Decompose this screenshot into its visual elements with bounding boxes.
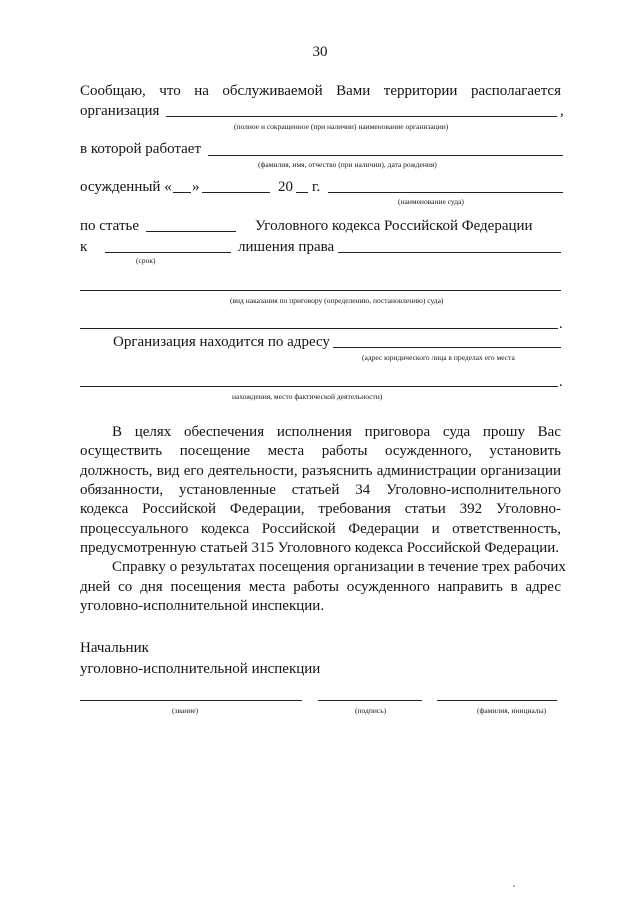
convicted-quote: » (192, 179, 200, 195)
address-field-2[interactable] (80, 386, 558, 387)
court-caption: (наименование суда) (398, 197, 464, 206)
body-p2-line-2: дней со дня посещения места работы осужденного направить в адрес (80, 579, 561, 595)
period-2: . (559, 374, 563, 390)
org-caption: (полное и сокращенное (при наличии) наименование организации) (234, 122, 449, 131)
sentence-type-field-2[interactable] (80, 328, 558, 329)
sentence-caption: (вид наказания по приговору (определению, постановлению) суда) (230, 296, 444, 305)
address-field[interactable] (333, 347, 561, 348)
sentence-type-field[interactable] (80, 290, 561, 291)
term-prefix: к (80, 239, 88, 255)
court-name-field[interactable] (328, 192, 563, 193)
year-prefix: 20 (278, 179, 293, 195)
day-field[interactable] (173, 192, 191, 193)
deprivation-label: лишения права (238, 239, 335, 255)
article-prefix: по статье (80, 218, 139, 234)
convict-name-field[interactable] (208, 155, 563, 156)
period-1: . (559, 316, 563, 332)
body-p1-line-5: кодекса Российской Федерации, требования статьи 392 Уголовно- (80, 501, 561, 517)
rank-field[interactable] (80, 700, 302, 701)
signer-title-line-2: уголовно-исполнительной инспекции (80, 661, 321, 677)
year-suffix: г. (312, 179, 321, 195)
org-label: организация (80, 103, 160, 119)
deprivation-field[interactable] (338, 252, 561, 253)
term-field[interactable] (105, 252, 231, 253)
body-p1-line-6: процессуального кодекса Российской Федерации и ответственность, (80, 521, 561, 537)
org-comma: , (560, 103, 564, 119)
body-p1-line-4: обязанности, установленные статьей 34 Уголовно-исполнительного (80, 482, 561, 498)
works-label: в которой работает (80, 141, 201, 157)
body-p1-line-2: осуществить посещение места работы осужденного, установить (80, 443, 561, 459)
name-initials-field[interactable] (437, 700, 557, 701)
works-caption: (фамилия, имя, отчество (при наличии), дата рождения) (258, 160, 437, 169)
signature-field[interactable] (318, 700, 422, 701)
year-field[interactable] (296, 192, 308, 193)
article-suffix: Уголовного кодекса Российской Федерации (255, 218, 533, 234)
sign-caption: (подпись) (355, 706, 387, 715)
term-caption: (срок) (136, 256, 156, 265)
body-p1-line-1: В целях обеспечения исполнения приговора суда прошу Вас (112, 424, 561, 440)
scan-speck (513, 885, 515, 887)
intro-line-1: Сообщаю, что на обслуживаемой Вами территории располагается (80, 83, 561, 99)
address-caption-1: (адрес юридического лица в пределах его места (362, 353, 515, 362)
article-number-field[interactable] (146, 231, 236, 232)
name-caption: (фамилия, инициалы) (477, 706, 547, 715)
body-p2-line-1: Справку о результатах посещения организации в течение трех рабочих (112, 559, 566, 575)
page-number: 30 (312, 44, 328, 60)
org-name-field[interactable] (166, 116, 557, 117)
body-p2-line-3: уголовно-исполнительной инспекции. (80, 598, 325, 614)
convicted-prefix: осужденный « (80, 179, 172, 195)
month-field[interactable] (202, 192, 270, 193)
address-caption-2: нахождения, место фактической деятельности) (232, 392, 383, 401)
rank-caption: (звание) (172, 706, 199, 715)
body-p1-line-7: предусмотренную статьей 315 Уголовного кодекса Российской Федерации. (80, 540, 560, 556)
address-label: Организация находится по адресу (113, 334, 330, 350)
body-p1-line-3: должность, вид его деятельности, разъяснить администрации организации (80, 463, 561, 479)
signer-title-line-1: Начальник (80, 640, 149, 656)
